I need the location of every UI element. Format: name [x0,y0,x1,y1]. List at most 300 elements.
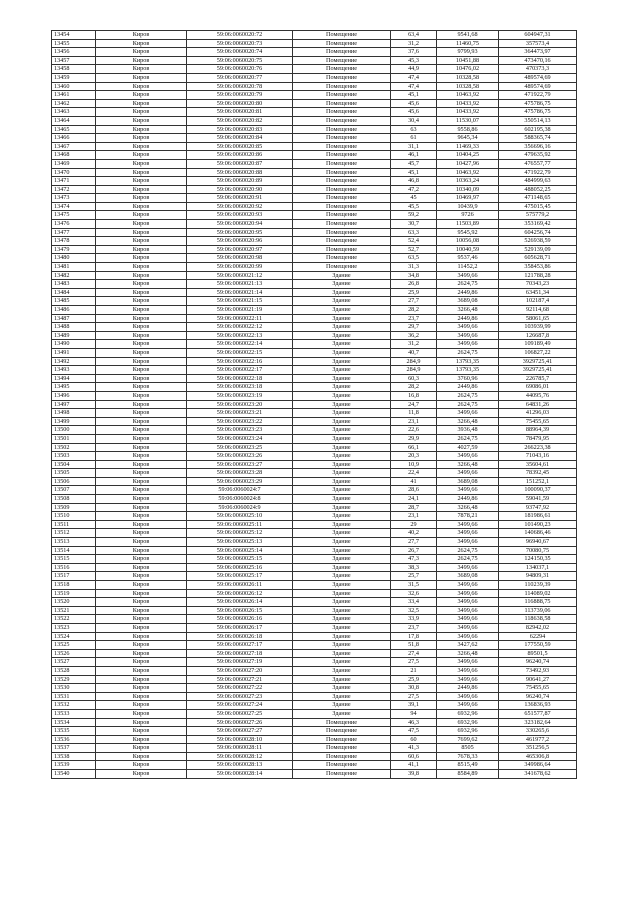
table-row [52,632,577,641]
table-row [52,538,577,547]
city-cell: Киров [96,374,187,383]
object-type-cell: Здание [293,288,391,297]
unit-value-cell: 2449,86 [437,383,499,392]
cadastral-value-cell: 364473,97 [499,48,577,57]
cadastral-value-cell: 116888,75 [499,598,577,607]
table-row [52,400,577,409]
row-number-cell: 13499 [52,417,96,426]
unit-value-cell: 6932,96 [437,718,499,727]
cadastral-number-cell: 59:06:0060022:14 [187,340,293,349]
object-type-cell: Здание [293,563,391,572]
object-type-cell: Здание [293,477,391,486]
area-cell: 28,7 [391,503,437,512]
unit-value-cell: 3499,66 [437,623,499,632]
area-cell: 27,5 [391,692,437,701]
unit-value-cell: 8515,49 [437,761,499,770]
city-cell: Киров [96,125,187,134]
row-number-cell: 13508 [52,495,96,504]
area-cell: 27,7 [391,297,437,306]
city-cell: Киров [96,194,187,203]
cadastral-number-cell: 59:06:0060026:17 [187,623,293,632]
table-row [52,503,577,512]
table-row [52,434,577,443]
cadastral-number-cell: 59:06:0060022:13 [187,331,293,340]
area-cell: 60 [391,735,437,744]
city-cell: Киров [96,220,187,229]
unit-value-cell: 10451,88 [437,56,499,65]
table-row [52,727,577,736]
object-type-cell: Помещение [293,82,391,91]
cadastral-value-cell: 473470,16 [499,56,577,65]
cadastral-value-cell: 134037,1 [499,563,577,572]
cadastral-number-cell: 59:06:0060021:14 [187,288,293,297]
object-type-cell: Помещение [293,142,391,151]
unit-value-cell: 2624,75 [437,280,499,289]
city-cell: Киров [96,718,187,727]
table-row [52,254,577,263]
unit-value-cell: 3499,66 [437,452,499,461]
cadastral-value-cell: 356696,16 [499,142,577,151]
area-cell: 284,9 [391,366,437,375]
city-cell: Киров [96,134,187,143]
cadastral-value-cell: 101490,23 [499,520,577,529]
object-type-cell: Здание [293,374,391,383]
area-cell: 31,1 [391,142,437,151]
cadastral-number-cell: 59:06:0060020:75 [187,56,293,65]
area-cell: 47,2 [391,185,437,194]
table-row [52,383,577,392]
city-cell: Киров [96,306,187,315]
cadastral-value-cell: 489574,69 [499,73,577,82]
table-row [52,151,577,160]
object-type-cell: Здание [293,486,391,495]
table-row [52,615,577,624]
cadastral-number-cell: 59:06:0060020:87 [187,159,293,168]
city-cell: Киров [96,168,187,177]
area-cell: 41,1 [391,761,437,770]
area-cell: 29,9 [391,434,437,443]
city-cell: Киров [96,701,187,710]
row-number-cell: 13511 [52,520,96,529]
area-cell: 28,2 [391,383,437,392]
city-cell: Киров [96,486,187,495]
unit-value-cell: 3499,66 [437,520,499,529]
unit-value-cell: 2449,86 [437,288,499,297]
city-cell: Киров [96,323,187,332]
object-type-cell: Помещение [293,761,391,770]
area-cell: 20,3 [391,452,437,461]
object-type-cell: Здание [293,581,391,590]
unit-value-cell: 3689,08 [437,297,499,306]
city-cell: Киров [96,735,187,744]
unit-value-cell: 10476,02 [437,65,499,74]
row-number-cell: 13510 [52,512,96,521]
table-row [52,314,577,323]
area-cell: 30,8 [391,684,437,693]
row-number-cell: 13502 [52,443,96,452]
area-cell: 29 [391,520,437,529]
table-row [52,202,577,211]
table-row [52,477,577,486]
unit-value-cell: 3266,48 [437,649,499,658]
cadastral-number-cell: 59:06:0060025:13 [187,538,293,547]
city-cell: Киров [96,469,187,478]
area-cell: 45,1 [391,91,437,100]
area-cell: 45,6 [391,108,437,117]
cadastral-value-cell: 605628,71 [499,254,577,263]
table-row [52,572,577,581]
cadastral-value-cell: 70343,23 [499,280,577,289]
city-cell: Киров [96,151,187,160]
area-cell: 26,7 [391,546,437,555]
unit-value-cell: 9799,93 [437,48,499,57]
area-cell: 25,9 [391,675,437,684]
city-cell: Киров [96,709,187,718]
table-row [52,486,577,495]
area-cell: 45,3 [391,56,437,65]
row-number-cell: 13481 [52,263,96,272]
table-row [52,340,577,349]
cadastral-value-cell: 140686,46 [499,529,577,538]
city-cell: Киров [96,434,187,443]
row-number-cell: 13537 [52,744,96,753]
table-row [52,211,577,220]
table-row [52,306,577,315]
cadastral-value-cell: 59041,59 [499,495,577,504]
table-row [52,735,577,744]
table-row [52,598,577,607]
table-row [52,563,577,572]
city-cell: Киров [96,770,187,779]
city-cell: Киров [96,572,187,581]
cadastral-number-cell: 59:06:0060020:76 [187,65,293,74]
cadastral-number-cell: 59:06:0060024:8 [187,495,293,504]
object-type-cell: Помещение [293,125,391,134]
cadastral-value-cell: 96240,74 [499,658,577,667]
row-number-cell: 13534 [52,718,96,727]
table-row [52,718,577,727]
object-type-cell: Помещение [293,56,391,65]
object-type-cell: Здание [293,641,391,650]
city-cell: Киров [96,202,187,211]
object-type-cell: Помещение [293,65,391,74]
row-number-cell: 13505 [52,469,96,478]
table-row [52,288,577,297]
unit-value-cell: 7699,62 [437,735,499,744]
unit-value-cell: 10427,96 [437,159,499,168]
cadastral-number-cell: 59:06:0060020:98 [187,254,293,263]
unit-value-cell: 2449,86 [437,684,499,693]
row-number-cell: 13468 [52,151,96,160]
table-row [52,177,577,186]
area-cell: 45,5 [391,202,437,211]
object-type-cell: Помещение [293,185,391,194]
unit-value-cell: 2449,86 [437,495,499,504]
cadastral-number-cell: 59:06:0060020:86 [187,151,293,160]
city-cell: Киров [96,297,187,306]
unit-value-cell: 3499,66 [437,323,499,332]
unit-value-cell: 2624,75 [437,400,499,409]
row-number-cell: 13485 [52,297,96,306]
cadastral-value-cell: 475015,45 [499,202,577,211]
cadastral-number-cell: 59:06:0060026:18 [187,632,293,641]
cadastral-value-cell: 529139,09 [499,245,577,254]
cadastral-number-cell: 59:06:0060020:90 [187,185,293,194]
cadastral-number-cell: 59:06:0060020:82 [187,116,293,125]
cadastral-value-cell: 353169,42 [499,220,577,229]
area-cell: 46,3 [391,718,437,727]
unit-value-cell: 10328,58 [437,73,499,82]
cadastral-number-cell: 59:06:0060025:15 [187,555,293,564]
row-number-cell: 13513 [52,538,96,547]
unit-value-cell: 3427,62 [437,641,499,650]
city-cell: Киров [96,744,187,753]
unit-value-cell: 13793,35 [437,357,499,366]
city-cell: Киров [96,417,187,426]
object-type-cell: Здание [293,434,391,443]
cadastral-number-cell: 59:06:0060020:79 [187,91,293,100]
city-cell: Киров [96,254,187,263]
area-cell: 25,7 [391,572,437,581]
unit-value-cell: 7878,21 [437,512,499,521]
table-row [52,409,577,418]
cadastral-value-cell: 109189,49 [499,340,577,349]
table-row [52,168,577,177]
unit-value-cell: 3499,66 [437,409,499,418]
row-number-cell: 13460 [52,82,96,91]
table-row [52,391,577,400]
cadastral-number-cell: 59:06:0060026:12 [187,589,293,598]
city-cell: Киров [96,589,187,598]
unit-value-cell: 11503,89 [437,220,499,229]
row-number-cell: 13482 [52,271,96,280]
unit-value-cell: 3499,66 [437,581,499,590]
unit-value-cell: 11460,75 [437,39,499,48]
table-row [52,323,577,332]
table-row [52,658,577,667]
object-type-cell: Помещение [293,168,391,177]
object-type-cell: Здание [293,366,391,375]
object-type-cell: Здание [293,658,391,667]
unit-value-cell: 9726 [437,211,499,220]
row-number-cell: 13535 [52,727,96,736]
area-cell: 23,1 [391,417,437,426]
cadastral-value-cell: 588365,74 [499,134,577,143]
object-type-cell: Здание [293,452,391,461]
unit-value-cell: 3499,66 [437,606,499,615]
area-cell: 51,8 [391,641,437,650]
row-number-cell: 13528 [52,666,96,675]
table-row [52,452,577,461]
table-row [52,159,577,168]
city-cell: Киров [96,443,187,452]
row-number-cell: 13492 [52,357,96,366]
cadastral-number-cell: 59:06:0060020:91 [187,194,293,203]
area-cell: 23,1 [391,512,437,521]
row-number-cell: 13540 [52,770,96,779]
city-cell: Киров [96,185,187,194]
city-cell: Киров [96,280,187,289]
table-row [52,142,577,151]
unit-value-cell: 3499,66 [437,675,499,684]
row-number-cell: 13475 [52,211,96,220]
object-type-cell: Помещение [293,108,391,117]
area-cell: 36,2 [391,331,437,340]
unit-value-cell: 6932,96 [437,709,499,718]
cadastral-number-cell: 59:06:0060027:25 [187,709,293,718]
city-cell: Киров [96,48,187,57]
cadastral-value-cell: 114089,02 [499,589,577,598]
area-cell: 37,6 [391,48,437,57]
unit-value-cell: 3499,66 [437,658,499,667]
row-number-cell: 13522 [52,615,96,624]
unit-value-cell: 11469,33 [437,142,499,151]
object-type-cell: Здание [293,417,391,426]
table-row [52,99,577,108]
cadastral-number-cell: 59:06:0060023:25 [187,443,293,452]
object-type-cell: Здание [293,391,391,400]
object-type-cell: Здание [293,615,391,624]
table-row [52,495,577,504]
row-number-cell: 13469 [52,159,96,168]
row-number-cell: 13473 [52,194,96,203]
unit-value-cell: 3499,66 [437,632,499,641]
row-number-cell: 13458 [52,65,96,74]
row-number-cell: 13501 [52,434,96,443]
table-row [52,417,577,426]
row-number-cell: 13536 [52,735,96,744]
table-row [52,581,577,590]
row-number-cell: 13457 [52,56,96,65]
table-row [52,185,577,194]
table-row [52,641,577,650]
table-row [52,709,577,718]
object-type-cell: Здание [293,443,391,452]
row-number-cell: 13480 [52,254,96,263]
cadastral-number-cell: 59:06:0060021:12 [187,271,293,280]
city-cell: Киров [96,400,187,409]
city-cell: Киров [96,623,187,632]
city-cell: Киров [96,426,187,435]
cadastral-value-cell: 75455,65 [499,684,577,693]
area-cell: 32,6 [391,589,437,598]
cadastral-number-cell: 59:06:0060022:18 [187,374,293,383]
row-number-cell: 13531 [52,692,96,701]
cadastral-number-cell: 59:06:0060022:17 [187,366,293,375]
unit-value-cell: 3266,48 [437,417,499,426]
unit-value-cell: 11530,07 [437,116,499,125]
object-type-cell: Помещение [293,116,391,125]
cadastral-number-cell: 59:06:0060023:28 [187,469,293,478]
table-row [52,744,577,753]
area-cell: 94 [391,709,437,718]
unit-value-cell: 10439,9 [437,202,499,211]
table-row [52,125,577,134]
area-cell: 41 [391,477,437,486]
cadastral-number-cell: 59:06:0060027:20 [187,666,293,675]
table-row [52,520,577,529]
row-number-cell: 13496 [52,391,96,400]
row-number-cell: 13484 [52,288,96,297]
city-cell: Киров [96,598,187,607]
table-row [52,555,577,564]
cadastral-number-cell: 59:06:0060022:16 [187,357,293,366]
cadastral-value-cell: 3929725,41 [499,357,577,366]
city-cell: Киров [96,348,187,357]
cadastral-number-cell: 59:06:0060020:77 [187,73,293,82]
row-number-cell: 13514 [52,546,96,555]
cadastral-number-cell: 59:06:0060023:21 [187,409,293,418]
cadastral-value-cell: 323182,64 [499,718,577,727]
unit-value-cell: 3266,48 [437,460,499,469]
unit-value-cell: 3499,66 [437,529,499,538]
table-row [52,220,577,229]
area-cell: 28,2 [391,306,437,315]
row-number-cell: 13456 [52,48,96,57]
row-number-cell: 13506 [52,477,96,486]
city-cell: Киров [96,409,187,418]
object-type-cell: Здание [293,512,391,521]
cadastral-number-cell: 59:06:0060021:13 [187,280,293,289]
cadastral-value-cell: 604256,74 [499,228,577,237]
city-cell: Киров [96,56,187,65]
table-row [52,546,577,555]
row-number-cell: 13474 [52,202,96,211]
cadastral-value-cell: 357573,4 [499,39,577,48]
area-cell: 21 [391,666,437,675]
table-row [52,65,577,74]
city-cell: Киров [96,529,187,538]
area-cell: 38,3 [391,563,437,572]
object-type-cell: Здание [293,623,391,632]
table-row [52,366,577,375]
cadastral-number-cell: 59:06:0060020:78 [187,82,293,91]
cadastral-number-cell: 59:06:0060028:13 [187,761,293,770]
cadastral-number-cell: 59:06:0060023:26 [187,452,293,461]
cadastral-value-cell: 58061,65 [499,314,577,323]
cadastral-value-cell: 73492,93 [499,666,577,675]
table-row [52,331,577,340]
table-row [52,134,577,143]
table-row [52,228,577,237]
cadastral-number-cell: 59:06:0060028:11 [187,744,293,753]
table-row [52,116,577,125]
cadastral-number-cell: 59:06:0060024:9 [187,503,293,512]
unit-value-cell: 3689,08 [437,572,499,581]
row-number-cell: 13524 [52,632,96,641]
cadastral-number-cell: 59:06:0060025:14 [187,546,293,555]
object-type-cell: Помещение [293,727,391,736]
unit-value-cell: 3499,66 [437,563,499,572]
row-number-cell: 13470 [52,168,96,177]
table-row [52,108,577,117]
cadastral-number-cell: 59:06:0060020:74 [187,48,293,57]
area-cell: 31,2 [391,340,437,349]
city-cell: Киров [96,684,187,693]
city-cell: Киров [96,503,187,512]
table-row [52,623,577,632]
table-row [52,752,577,761]
unit-value-cell: 9645,34 [437,134,499,143]
city-cell: Киров [96,538,187,547]
city-cell: Киров [96,675,187,684]
table-row [52,357,577,366]
area-cell: 11,8 [391,409,437,418]
area-cell: 22,4 [391,469,437,478]
unit-value-cell: 6932,96 [437,727,499,736]
object-type-cell: Здание [293,460,391,469]
row-number-cell: 13533 [52,709,96,718]
